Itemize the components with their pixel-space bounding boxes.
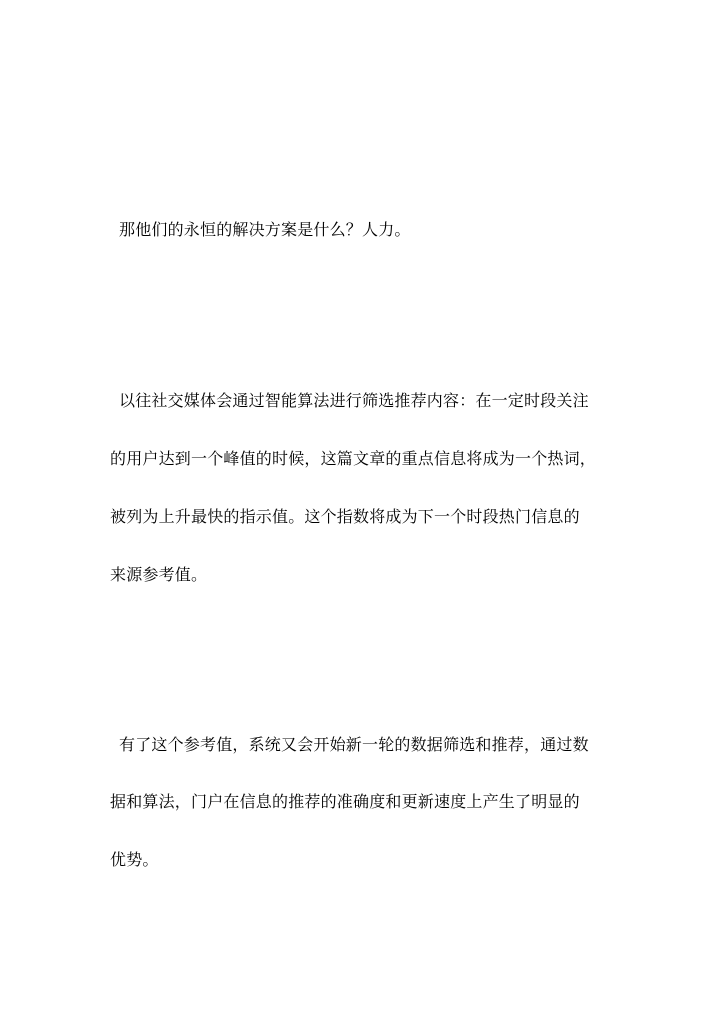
paragraph-line: 据和算法，门户在信息的推荐的准确度和更新速度上产生了明显的 — [110, 792, 580, 811]
paragraph-line: 以往社交媒体会通过智能算法进行筛选推荐内容：在一定时段关注 — [119, 391, 589, 410]
paragraph-line: 的用户达到一个峰值的时候，这篇文章的重点信息将成为一个热词， — [110, 449, 597, 468]
paragraph-line: 来源参考值。 — [110, 565, 208, 584]
paragraph-line: 那他们的永恒的解决方案是什么？人力。 — [119, 220, 411, 239]
paragraph-line: 被列为上升最快的指示值。这个指数将成为下一个时段热门信息的 — [110, 507, 580, 526]
paragraph-line: 有了这个参考值，系统又会开始新一轮的数据筛选和推荐，通过数 — [119, 735, 589, 754]
paragraph-line: 优势。 — [110, 850, 159, 869]
